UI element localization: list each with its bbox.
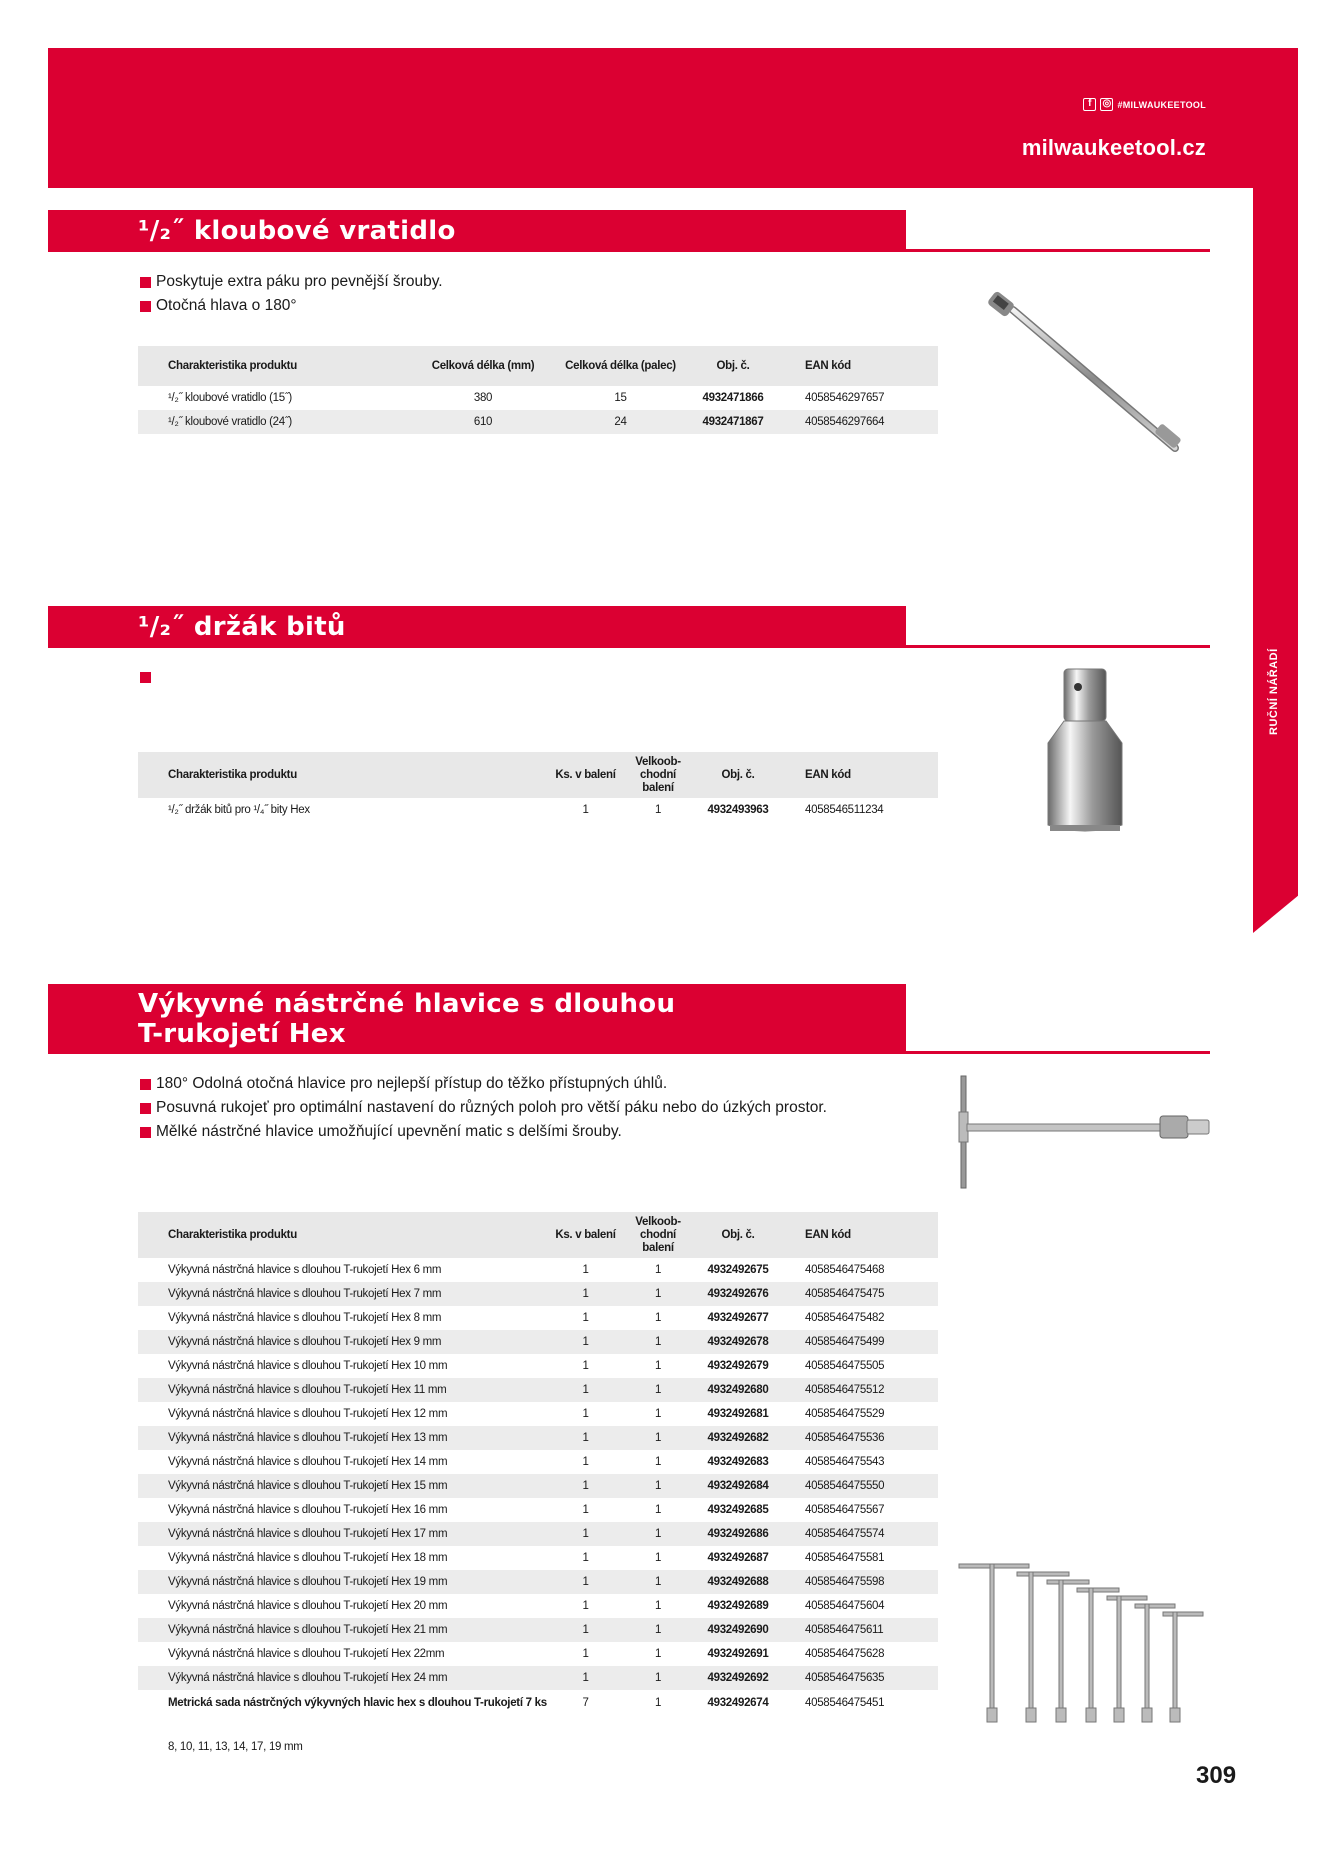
table-cell: 1 bbox=[582, 804, 589, 816]
section-title-bar bbox=[48, 606, 906, 648]
list-item: Mělké nástrčné hlavice umožňující upevnění matic s delšími šrouby. bbox=[140, 1120, 827, 1144]
table-cell: Výkyvná nástrčná hlavice s dlouhou T-rukojetí Hex 19 mm bbox=[138, 1570, 548, 1594]
column-header: Velkoob-chodní balení bbox=[623, 1212, 693, 1258]
table-cell: 4932492682 bbox=[693, 1426, 783, 1450]
table-cell: 1 bbox=[654, 1696, 662, 1709]
table-cell: 1 bbox=[623, 1666, 693, 1690]
table-cell: 4932493963 bbox=[707, 804, 769, 816]
table-cell: 4932492681 bbox=[707, 1408, 769, 1420]
header-bar bbox=[48, 48, 1298, 188]
table-cell: 1 bbox=[582, 1408, 589, 1420]
table-cell: 4058546475475 bbox=[783, 1282, 938, 1306]
table-cell: 4058546475581 bbox=[805, 1552, 885, 1564]
spec-table bbox=[138, 1212, 938, 1715]
table-cell: 1 bbox=[582, 1360, 589, 1372]
table-cell: 380 bbox=[473, 392, 493, 404]
table-cell: 1 bbox=[548, 1618, 623, 1642]
instagram-icon[interactable]: ◎ bbox=[1102, 98, 1112, 109]
table-cell: 1 bbox=[582, 1600, 589, 1612]
table-cell: 4058546475635 bbox=[783, 1666, 938, 1690]
table-row bbox=[138, 1666, 938, 1690]
table-cell: 4058546297664 bbox=[783, 410, 938, 434]
table-row bbox=[138, 1450, 938, 1474]
table-cell: 4058546475505 bbox=[805, 1360, 885, 1372]
table-cell: 7 bbox=[582, 1696, 589, 1709]
table-cell: 4058546475543 bbox=[805, 1456, 885, 1468]
table-cell: 4932492685 bbox=[707, 1504, 769, 1516]
table-row bbox=[138, 1354, 938, 1378]
table-cell: 15 bbox=[614, 392, 627, 404]
table-cell: Výkyvná nástrčná hlavice s dlouhou T-rukojetí Hex 21 mm bbox=[138, 1618, 548, 1642]
table-cell: 4932492684 bbox=[693, 1474, 783, 1498]
table-cell: 1 bbox=[548, 1474, 623, 1498]
table-cell: 1 bbox=[582, 1504, 589, 1516]
table-cell: 1 bbox=[548, 1282, 623, 1306]
column-header: Charakteristika produktu bbox=[138, 752, 548, 798]
column-header: Celková délka (palec) bbox=[558, 346, 683, 386]
t-handle-image bbox=[955, 1072, 1215, 1192]
table-cell: Metrická sada nástrčných výkyvných hlavic hex s dlouhou T-rukojetí 7 ks bbox=[168, 1697, 547, 1709]
table-row bbox=[138, 1618, 938, 1642]
table-cell: 4932492676 bbox=[693, 1282, 783, 1306]
table-cell: 1 bbox=[582, 1648, 589, 1660]
table-row bbox=[138, 1594, 938, 1618]
section-title: T-rukojetí Hex bbox=[138, 1019, 346, 1049]
page-number: 309 bbox=[1196, 1762, 1237, 1789]
table-row bbox=[138, 1306, 938, 1330]
table-cell: Výkyvná nástrčná hlavice s dlouhou T-rukojetí Hex 9 mm bbox=[138, 1330, 548, 1354]
table-cell: 1 bbox=[623, 1282, 693, 1306]
table-cell: 4932492689 bbox=[707, 1600, 769, 1612]
table-cell: 1 bbox=[548, 1426, 623, 1450]
t-handle-set-image bbox=[955, 1560, 1215, 1730]
feature-list bbox=[140, 1072, 827, 1144]
table-header-row bbox=[138, 1212, 938, 1258]
table-cell: 1 bbox=[623, 1378, 693, 1402]
table-cell: 4932492683 bbox=[707, 1456, 769, 1468]
table-cell: Výkyvná nástrčná hlavice s dlouhou T-rukojetí Hex 15 mm bbox=[138, 1474, 548, 1498]
table-cell: 4932492687 bbox=[707, 1552, 769, 1564]
table-cell: ¹/₂˝ kloubové vratidlo (24˝) bbox=[138, 410, 408, 434]
table-cell: 1 bbox=[654, 1648, 662, 1660]
table-cell: 4932492675 bbox=[707, 1264, 769, 1276]
set-row bbox=[138, 1690, 938, 1715]
section-title-underline bbox=[906, 249, 1210, 252]
table-row bbox=[138, 1570, 938, 1594]
section-title-bar bbox=[48, 984, 906, 1054]
table-cell: Výkyvná nástrčná hlavice s dlouhou T-rukojetí Hex 14 mm bbox=[168, 1456, 448, 1468]
table-cell: ¹/₂˝ držák bitů pro ¹/₄˝ bity Hex bbox=[168, 804, 310, 816]
table-cell: 4932492680 bbox=[693, 1378, 783, 1402]
table-row bbox=[138, 1474, 938, 1498]
site-link[interactable]: milwaukeetool.cz bbox=[1021, 135, 1206, 160]
column-header: EAN kód bbox=[783, 346, 938, 386]
column-header: Velkoob-chodní balení bbox=[623, 752, 693, 798]
table-cell: 1 bbox=[582, 1552, 589, 1564]
facebook-icon[interactable]: f bbox=[1083, 98, 1096, 111]
list-item: 180° Odolná otočná hlavice pro nejlepší přístup do těžko přístupných úhlů. bbox=[140, 1072, 827, 1096]
table-cell: 4932492691 bbox=[707, 1648, 769, 1660]
table-cell: Výkyvná nástrčná hlavice s dlouhou T-rukojetí Hex 8 mm bbox=[168, 1312, 442, 1324]
breaker-bar-image bbox=[985, 290, 1195, 460]
table-cell: 4932471867 bbox=[683, 410, 783, 434]
table-cell: 1 bbox=[623, 1426, 693, 1450]
table-cell: 4932492678 bbox=[693, 1330, 783, 1354]
list-item: Poskytuje extra páku pro pevnější šrouby. bbox=[140, 270, 443, 294]
table-cell: 610 bbox=[408, 410, 558, 434]
table-cell: 4932492679 bbox=[707, 1360, 769, 1372]
table-cell: 1 bbox=[654, 1360, 662, 1372]
table-cell: 4058546297657 bbox=[805, 392, 885, 404]
section-title-underline bbox=[906, 645, 1210, 648]
column-header: EAN kód bbox=[783, 1212, 938, 1258]
table-cell: 1 bbox=[548, 1522, 623, 1546]
bullet-marker bbox=[140, 672, 151, 683]
table-cell: 1 bbox=[654, 1456, 662, 1468]
table-cell: 1 bbox=[654, 1264, 662, 1276]
table-row bbox=[138, 1330, 938, 1354]
column-header: Obj. č. bbox=[693, 752, 783, 798]
table-cell: ¹/₂˝ kloubové vratidlo (15˝) bbox=[168, 392, 292, 404]
table-cell: 4058546475574 bbox=[783, 1522, 938, 1546]
table-header-row bbox=[138, 346, 938, 386]
table-row bbox=[138, 798, 938, 822]
sidebar-tab bbox=[1253, 188, 1298, 933]
table-cell: 1 bbox=[623, 1570, 693, 1594]
table-cell: 4058546475598 bbox=[783, 1570, 938, 1594]
table-cell: 4932492686 bbox=[693, 1522, 783, 1546]
list-item: Posuvná rukojeť pro optimální nastavení do různých poloh pro větší páku nebo do úzkých prostor. bbox=[140, 1096, 827, 1120]
section-title: ¹/₂˝ držák bitů bbox=[138, 612, 346, 642]
table-cell: Výkyvná nástrčná hlavice s dlouhou T-rukojetí Hex 22mm bbox=[168, 1648, 445, 1660]
table-cell: 4932492692 bbox=[693, 1666, 783, 1690]
section-title: ¹/₂˝ kloubové vratidlo bbox=[138, 216, 456, 246]
table-cell: 4058546475628 bbox=[805, 1648, 885, 1660]
table-cell: Výkyvná nástrčná hlavice s dlouhou T-rukojetí Hex 16 mm bbox=[168, 1504, 448, 1516]
list-item: Otočná hlava o 180° bbox=[140, 294, 443, 318]
spec-table bbox=[138, 752, 938, 822]
table-cell: 4058546475512 bbox=[783, 1378, 938, 1402]
feature-list bbox=[140, 270, 443, 318]
table-cell: 1 bbox=[582, 1312, 589, 1324]
table-cell: 1 bbox=[654, 804, 662, 816]
table-cell: 1 bbox=[548, 1570, 623, 1594]
table-cell: 4932492690 bbox=[693, 1618, 783, 1642]
hashtag-text: #MILWAUKEETOOL bbox=[1117, 99, 1206, 110]
table-cell: 1 bbox=[548, 1378, 623, 1402]
table-cell: 1 bbox=[582, 1456, 589, 1468]
table-cell: Výkyvná nástrčná hlavice s dlouhou T-rukojetí Hex 7 mm bbox=[138, 1282, 548, 1306]
table-cell: 4058546475451 bbox=[805, 1696, 885, 1709]
table-cell: 1 bbox=[623, 1522, 693, 1546]
table-cell: 1 bbox=[582, 1264, 589, 1276]
table-cell: 1 bbox=[654, 1408, 662, 1420]
table-cell: 1 bbox=[548, 1330, 623, 1354]
table-row bbox=[138, 1522, 938, 1546]
column-header: Charakteristika produktu bbox=[138, 1212, 548, 1258]
table-cell: Výkyvná nástrčná hlavice s dlouhou T-rukojetí Hex 24 mm bbox=[138, 1666, 548, 1690]
table-row bbox=[138, 1426, 938, 1450]
table-cell: Výkyvná nástrčná hlavice s dlouhou T-rukojetí Hex 6 mm bbox=[168, 1264, 442, 1276]
table-cell: 1 bbox=[623, 1330, 693, 1354]
table-row bbox=[138, 1258, 938, 1282]
column-header: Celková délka (mm) bbox=[408, 346, 558, 386]
social-links bbox=[1083, 98, 1206, 111]
table-cell: Výkyvná nástrčná hlavice s dlouhou T-rukojetí Hex 17 mm bbox=[138, 1522, 548, 1546]
section-title-bar bbox=[48, 210, 906, 252]
table-cell: 4058546475567 bbox=[805, 1504, 885, 1516]
table-cell: 4932492677 bbox=[707, 1312, 769, 1324]
table-row bbox=[138, 1282, 938, 1306]
table-cell: 4058546475550 bbox=[783, 1474, 938, 1498]
table-cell: 4058546475611 bbox=[783, 1618, 938, 1642]
table-cell: 4058546475604 bbox=[805, 1600, 885, 1612]
table-cell: Výkyvná nástrčná hlavice s dlouhou T-rukojetí Hex 10 mm bbox=[168, 1360, 448, 1372]
column-header: Ks. v balení bbox=[548, 752, 623, 798]
table-row bbox=[138, 410, 938, 434]
table-header-row bbox=[138, 752, 938, 798]
bit-holder-image bbox=[1040, 665, 1130, 835]
table-cell: 4058546511234 bbox=[805, 804, 884, 816]
table-cell: 4058546475529 bbox=[805, 1408, 885, 1420]
table-cell: Výkyvná nástrčná hlavice s dlouhou T-rukojetí Hex 18 mm bbox=[168, 1552, 448, 1564]
section-title: Výkyvné nástrčné hlavice s dlouhou bbox=[138, 989, 676, 1019]
table-cell: 1 bbox=[654, 1504, 662, 1516]
table-cell: 24 bbox=[558, 410, 683, 434]
table-cell: Výkyvná nástrčná hlavice s dlouhou T-rukojetí Hex 20 mm bbox=[168, 1600, 448, 1612]
table-cell: 1 bbox=[623, 1618, 693, 1642]
table-cell: 4932471866 bbox=[702, 392, 764, 404]
table-cell: Výkyvná nástrčná hlavice s dlouhou T-rukojetí Hex 12 mm bbox=[168, 1408, 448, 1420]
column-header: EAN kód bbox=[783, 752, 938, 798]
table-cell: 4932492688 bbox=[693, 1570, 783, 1594]
table-cell: 4932492674 bbox=[707, 1696, 769, 1709]
table-cell: 1 bbox=[654, 1312, 662, 1324]
spec-table bbox=[138, 346, 938, 434]
column-header: Ks. v balení bbox=[548, 1212, 623, 1258]
sidebar-label: RUČNÍ NÁŘADÍ bbox=[1268, 648, 1280, 735]
table-cell: 1 bbox=[623, 1474, 693, 1498]
table-cell: 1 bbox=[654, 1552, 662, 1564]
set-sizes-note: 8, 10, 11, 13, 14, 17, 19 mm bbox=[168, 1741, 303, 1753]
column-header: Charakteristika produktu bbox=[138, 346, 408, 386]
table-row bbox=[138, 386, 938, 410]
table-cell: Výkyvná nástrčná hlavice s dlouhou T-rukojetí Hex 13 mm bbox=[138, 1426, 548, 1450]
column-header: Obj. č. bbox=[693, 1212, 783, 1258]
table-cell: 1 bbox=[548, 1666, 623, 1690]
table-cell: 4058546475468 bbox=[805, 1264, 885, 1276]
table-cell: 4058546475482 bbox=[805, 1312, 885, 1324]
table-row bbox=[138, 1378, 938, 1402]
table-cell: Výkyvná nástrčná hlavice s dlouhou T-rukojetí Hex 11 mm bbox=[138, 1378, 548, 1402]
table-row bbox=[138, 1642, 938, 1666]
table-row bbox=[138, 1498, 938, 1522]
table-row bbox=[138, 1402, 938, 1426]
table-row bbox=[138, 1546, 938, 1570]
table-cell: 1 bbox=[654, 1600, 662, 1612]
table-cell: 4058546475536 bbox=[783, 1426, 938, 1450]
column-header: Obj. č. bbox=[683, 346, 783, 386]
table-cell: 4058546475499 bbox=[783, 1330, 938, 1354]
section-title-underline bbox=[906, 1051, 1210, 1054]
